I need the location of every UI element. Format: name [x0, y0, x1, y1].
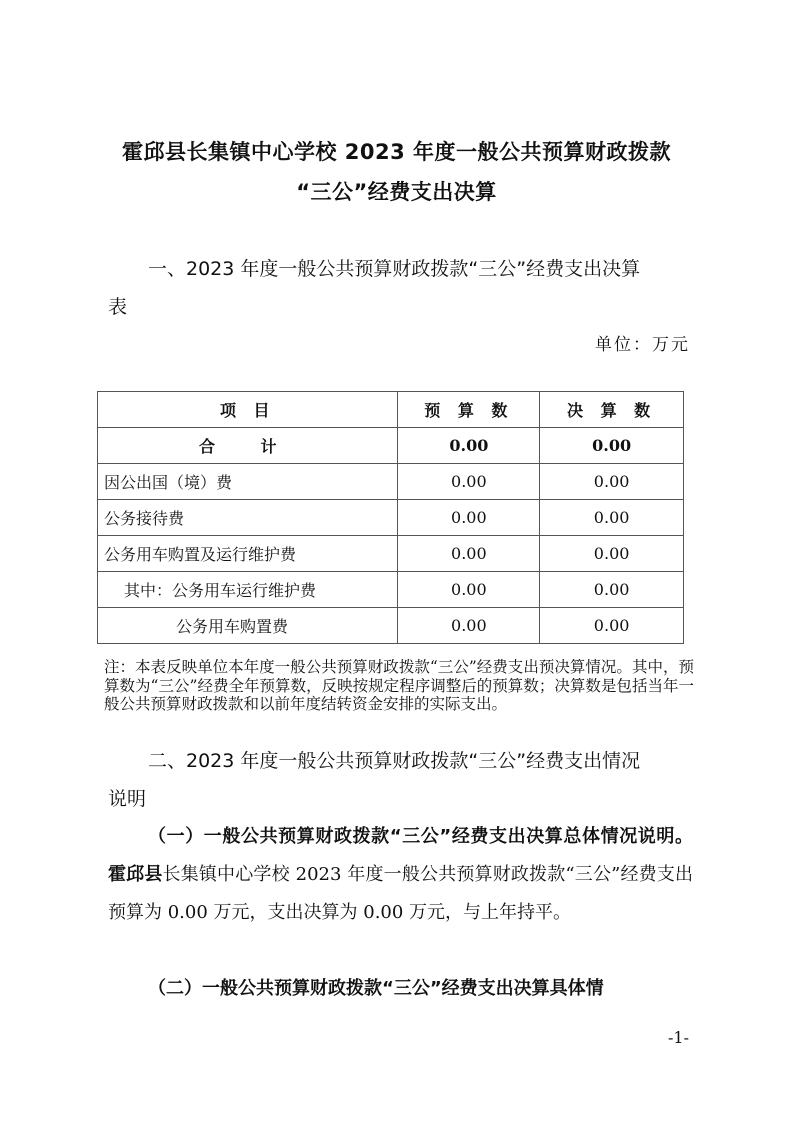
table-note: 注：本表反映单位本年度一般公共预算财政拨款“三公”经费支出预决算情况。其中，预算数为“三公”经费全年预算数，反映按规定程序调整后的预算数；决算数是包括当年一般公共预算财政拨款和以前年度结转资金安排的实际支出。 [104, 658, 694, 713]
row-final: 0.00 [540, 572, 684, 608]
section2-heading-cont: 说明 [108, 788, 147, 810]
subsection1-heading: （一）一般公共预算财政拨款“三公”经费支出决算总体情况说明。霍邱县 [108, 826, 693, 885]
row-final: 0.00 [540, 464, 684, 500]
row-budget: 0.00 [398, 608, 540, 644]
row-item: 公务接待费 [98, 500, 398, 536]
table-row [98, 608, 684, 644]
table-row [98, 572, 684, 608]
header-budget: 预 算 数 [398, 392, 540, 428]
table-row [98, 500, 684, 536]
row-item: 公务用车购置费 [98, 608, 398, 644]
row-item: 合 计 [98, 428, 398, 464]
section1-heading-line1: 一、2023 年度一般公共预算财政拨款“三公”经费支出决算 [148, 258, 641, 280]
row-final: 0.00 [540, 428, 684, 464]
row-final: 0.00 [540, 536, 684, 572]
table-row [98, 536, 684, 572]
row-budget: 0.00 [398, 572, 540, 608]
section2-heading: 二、2023 年度一般公共预算财政拨款“三公”经费支出情况 [148, 750, 641, 772]
document-title-line2: “三公”经费支出决算 [296, 180, 497, 204]
table-row [98, 464, 684, 500]
document-title-line1: 霍邱县长集镇中心学校 2023 年度一般公共预算财政拨款 [121, 140, 672, 164]
subsection2-heading: （二）一般公共预算财政拨款“三公”经费支出决算具体情 [148, 978, 604, 999]
row-budget: 0.00 [398, 464, 540, 500]
row-item: 因公出国（境）费 [98, 464, 398, 500]
header-item: 项 目 [98, 392, 398, 428]
row-item: 其中：公务用车运行维护费 [98, 572, 398, 608]
subsection1-paragraph [108, 818, 693, 932]
subsection1-text: 长集镇中心学校 2023 年度一般公共预算财政拨款“三公”经费支出预算为 0.00 万元，支出决算为 0.00 万元，与上年持平。 [108, 864, 694, 923]
row-final: 0.00 [540, 500, 684, 536]
header-final: 决 算 数 [540, 392, 684, 428]
section1-heading [108, 250, 693, 288]
table-header-row [98, 392, 684, 428]
page-number: -1- [668, 1028, 689, 1047]
subsection2-paragraph [108, 970, 693, 1008]
unit-label: 单位：万元 [595, 335, 690, 355]
section1-heading-cont: 表 [108, 296, 128, 318]
row-budget: 0.00 [398, 500, 540, 536]
three-public-expense-table [97, 391, 684, 644]
row-budget: 0.00 [398, 536, 540, 572]
row-budget: 0.00 [398, 428, 540, 464]
row-item: 公务用车购置及运行维护费 [98, 536, 398, 572]
table-row-total [98, 428, 684, 464]
row-final: 0.00 [540, 608, 684, 644]
